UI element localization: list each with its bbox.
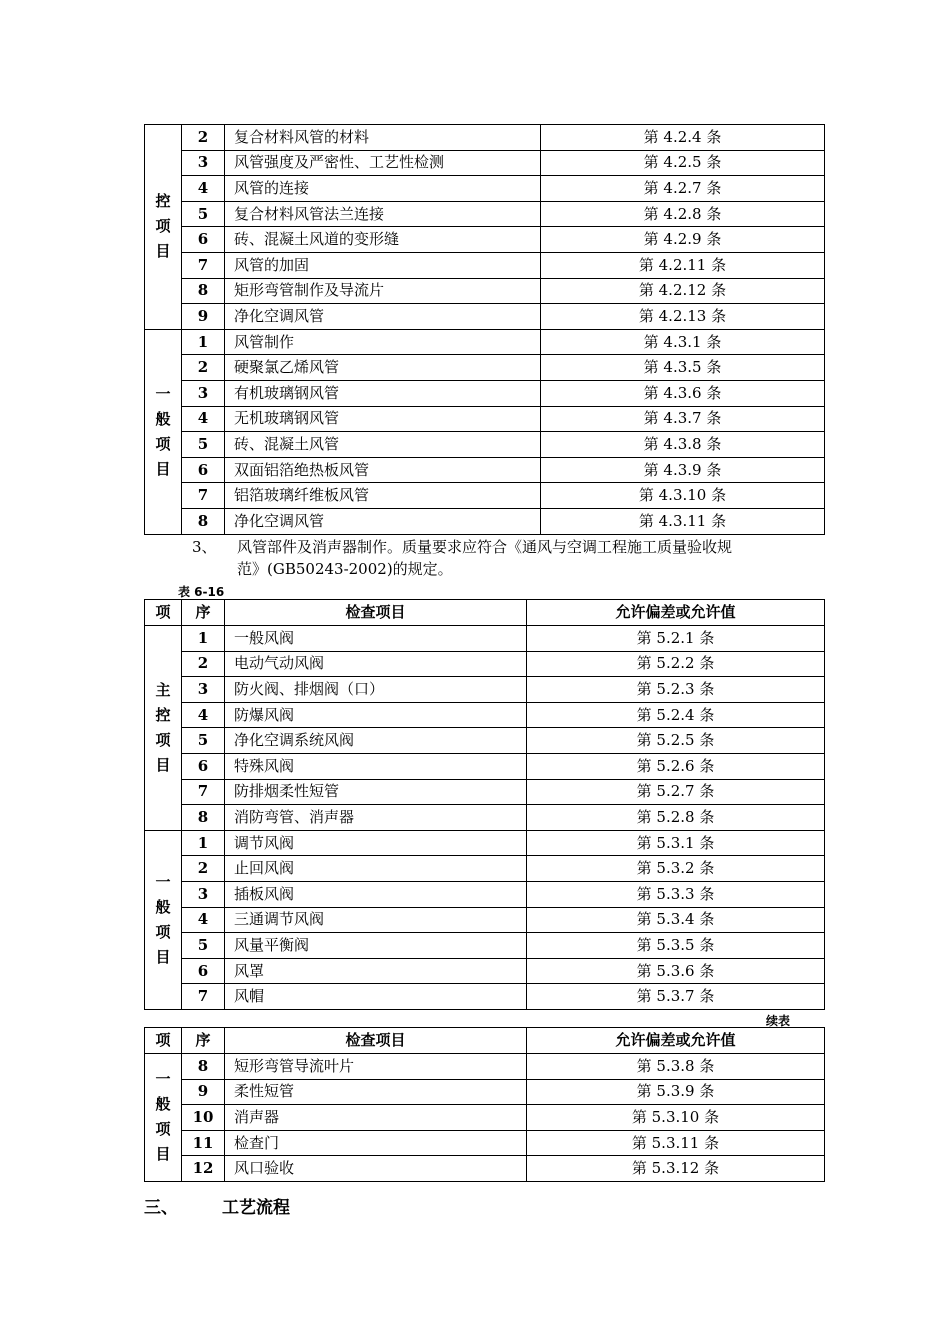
paragraph-line-1: 风管部件及消声器制作。质量要求应符合《通风与空调工程施工质量验收规 xyxy=(237,538,733,556)
continued-table-caption: 续表 xyxy=(766,1014,791,1028)
item-cell: 短形弯管导流叶片 xyxy=(225,1054,527,1080)
table-row xyxy=(145,907,825,933)
item-cell: 复合材料风管法兰连接 xyxy=(225,201,541,227)
ref-cell: 第 4.3.9 条 xyxy=(541,457,825,483)
table-row xyxy=(145,677,825,703)
seq-cell: 4 xyxy=(182,702,225,728)
duct-inspection-table xyxy=(144,124,825,535)
category-char: 控 xyxy=(155,705,171,724)
item-cell: 风管强度及严密性、工艺性检测 xyxy=(225,150,541,176)
category-cell xyxy=(145,125,182,330)
ref-cell: 第 5.3.4 条 xyxy=(527,907,825,933)
item-cell: 调节风阀 xyxy=(225,830,527,856)
item-cell: 消防弯管、消声器 xyxy=(225,805,527,831)
table-row xyxy=(145,201,825,227)
table-row xyxy=(145,651,825,677)
ref-cell: 第 4.2.11 条 xyxy=(541,252,825,278)
ref-cell: 第 5.2.8 条 xyxy=(527,805,825,831)
category-char: 目 xyxy=(155,755,171,774)
item-cell: 有机玻璃钢风管 xyxy=(225,380,541,406)
header-category: 项 xyxy=(145,600,182,626)
seq-cell: 8 xyxy=(182,278,225,304)
table-row xyxy=(145,1054,825,1080)
ref-cell: 第 4.2.13 条 xyxy=(541,304,825,330)
item-cell: 止回风阀 xyxy=(225,856,527,882)
category-char: 项 xyxy=(155,1120,171,1139)
t3-body xyxy=(145,1054,825,1182)
table-row xyxy=(145,125,825,151)
seq-cell: 2 xyxy=(182,856,225,882)
category-cell xyxy=(145,329,182,534)
ref-cell: 第 5.2.5 条 xyxy=(527,728,825,754)
ref-cell: 第 4.2.12 条 xyxy=(541,278,825,304)
seq-cell: 10 xyxy=(182,1105,225,1131)
table-row xyxy=(145,1105,825,1131)
header-category: 项 xyxy=(145,1028,182,1054)
seq-cell: 2 xyxy=(182,125,225,151)
seq-cell: 3 xyxy=(182,380,225,406)
ref-cell: 第 4.3.8 条 xyxy=(541,432,825,458)
table-row xyxy=(145,483,825,509)
item-cell: 风罩 xyxy=(225,958,527,984)
item-cell: 消声器 xyxy=(225,1105,527,1131)
seq-cell: 11 xyxy=(182,1130,225,1156)
item-cell: 电动气动风阀 xyxy=(225,651,527,677)
seq-cell: 6 xyxy=(182,753,225,779)
seq-cell: 1 xyxy=(182,830,225,856)
ref-cell: 第 5.2.7 条 xyxy=(527,779,825,805)
seq-cell: 2 xyxy=(182,651,225,677)
category-char: 目 xyxy=(155,459,171,478)
seq-cell: 7 xyxy=(182,252,225,278)
ref-cell: 第 5.3.12 条 xyxy=(527,1156,825,1182)
ref-cell: 第 4.2.9 条 xyxy=(541,227,825,253)
seq-cell: 6 xyxy=(182,457,225,483)
seq-cell: 8 xyxy=(182,805,225,831)
table-row xyxy=(145,457,825,483)
t2-body xyxy=(145,626,825,1010)
ref-cell: 第 4.3.6 条 xyxy=(541,380,825,406)
seq-cell: 9 xyxy=(182,1079,225,1105)
table-caption: 表 6-16 xyxy=(178,585,225,599)
item-cell: 双面铝箔绝热板风管 xyxy=(225,457,541,483)
ref-cell: 第 5.3.6 条 xyxy=(527,958,825,984)
table-row xyxy=(145,176,825,202)
item-cell: 风管制作 xyxy=(225,329,541,355)
category-char: 项 xyxy=(155,434,171,453)
table-row xyxy=(145,227,825,253)
category-char: 项 xyxy=(155,217,171,236)
seq-cell: 1 xyxy=(182,626,225,652)
table-row xyxy=(145,304,825,330)
section-heading xyxy=(144,1193,290,1218)
table-row xyxy=(145,508,825,534)
seq-cell: 6 xyxy=(182,227,225,253)
item-cell: 风帽 xyxy=(225,984,527,1010)
ref-cell: 第 4.3.5 条 xyxy=(541,355,825,381)
ref-cell: 第 5.2.6 条 xyxy=(527,753,825,779)
header-seq: 序 xyxy=(182,1028,225,1054)
ref-cell: 第 4.2.5 条 xyxy=(541,150,825,176)
ref-cell: 第 4.3.7 条 xyxy=(541,406,825,432)
item-cell: 净化空调系统风阀 xyxy=(225,728,527,754)
table-row xyxy=(145,252,825,278)
table-row xyxy=(145,278,825,304)
item-cell: 风管的连接 xyxy=(225,176,541,202)
category-char: 一 xyxy=(155,872,171,891)
item-cell: 净化空调风管 xyxy=(225,508,541,534)
ref-cell: 第 5.2.2 条 xyxy=(527,651,825,677)
ref-cell: 第 4.2.4 条 xyxy=(541,125,825,151)
component-inspection-table-continued xyxy=(144,1027,825,1182)
seq-cell: 7 xyxy=(182,984,225,1010)
seq-cell: 9 xyxy=(182,304,225,330)
section-title: 工艺流程 xyxy=(222,1198,290,1218)
header-ref: 允许偏差或允许值 xyxy=(527,1028,825,1054)
t3-header xyxy=(145,1028,825,1054)
seq-cell: 2 xyxy=(182,355,225,381)
category-cell xyxy=(145,830,182,1009)
seq-cell: 1 xyxy=(182,329,225,355)
seq-cell: 7 xyxy=(182,779,225,805)
item-cell: 一般风阀 xyxy=(225,626,527,652)
item-cell: 砖、混凝土风道的变形缝 xyxy=(225,227,541,253)
table-row xyxy=(145,830,825,856)
header-item: 检查项目 xyxy=(225,1028,527,1054)
table-row xyxy=(145,380,825,406)
category-char: 目 xyxy=(155,947,171,966)
seq-cell: 5 xyxy=(182,728,225,754)
seq-cell: 4 xyxy=(182,406,225,432)
table-row xyxy=(145,702,825,728)
ref-cell: 第 5.3.9 条 xyxy=(527,1079,825,1105)
ref-cell: 第 5.2.3 条 xyxy=(527,677,825,703)
ref-cell: 第 5.2.1 条 xyxy=(527,626,825,652)
seq-cell: 5 xyxy=(182,201,225,227)
seq-cell: 3 xyxy=(182,677,225,703)
item-cell: 净化空调风管 xyxy=(225,304,541,330)
table-row xyxy=(145,881,825,907)
ref-cell: 第 5.3.8 条 xyxy=(527,1054,825,1080)
item-cell: 铝箔玻璃纤维板风管 xyxy=(225,483,541,509)
seq-cell: 8 xyxy=(182,1054,225,1080)
ref-cell: 第 5.3.7 条 xyxy=(527,984,825,1010)
seq-cell: 6 xyxy=(182,958,225,984)
item-cell: 风量平衡阀 xyxy=(225,933,527,959)
ref-cell: 第 4.2.7 条 xyxy=(541,176,825,202)
item-cell: 复合材料风管的材料 xyxy=(225,125,541,151)
category-char: 目 xyxy=(155,242,171,261)
item-cell: 三通调节风阀 xyxy=(225,907,527,933)
table-row xyxy=(145,406,825,432)
category-cell xyxy=(145,626,182,831)
seq-cell: 7 xyxy=(182,483,225,509)
paragraph-number: 3、 xyxy=(192,538,217,556)
category-char: 目 xyxy=(155,1145,171,1164)
seq-cell: 4 xyxy=(182,907,225,933)
seq-cell: 4 xyxy=(182,176,225,202)
ref-cell: 第 4.3.11 条 xyxy=(541,508,825,534)
item-cell: 无机玻璃钢风管 xyxy=(225,406,541,432)
paragraph-3 xyxy=(192,536,812,580)
item-cell: 防爆风阀 xyxy=(225,702,527,728)
category-char: 项 xyxy=(155,730,171,749)
seq-cell: 5 xyxy=(182,432,225,458)
category-char: 主 xyxy=(155,680,171,699)
table-row xyxy=(145,150,825,176)
category-char: 般 xyxy=(155,897,171,916)
table-row xyxy=(145,626,825,652)
category-char: 般 xyxy=(155,409,171,428)
category-cell xyxy=(145,1054,182,1182)
item-cell: 特殊风阀 xyxy=(225,753,527,779)
item-cell: 砖、混凝土风管 xyxy=(225,432,541,458)
category-char: 一 xyxy=(155,1070,171,1089)
ref-cell: 第 5.3.3 条 xyxy=(527,881,825,907)
table-row xyxy=(145,329,825,355)
paragraph-line-2: 范》(GB50243-2002)的规定。 xyxy=(237,560,453,578)
ref-cell: 第 4.3.10 条 xyxy=(541,483,825,509)
header-item: 检查项目 xyxy=(225,600,527,626)
item-cell: 防排烟柔性短管 xyxy=(225,779,527,805)
header-ref: 允许偏差或允许值 xyxy=(527,600,825,626)
category-char: 一 xyxy=(155,384,171,403)
ref-cell: 第 4.2.8 条 xyxy=(541,201,825,227)
ref-cell: 第 5.3.11 条 xyxy=(527,1130,825,1156)
header-row xyxy=(145,600,825,626)
table-row xyxy=(145,1130,825,1156)
table-row xyxy=(145,355,825,381)
table-row xyxy=(145,753,825,779)
table-row xyxy=(145,1156,825,1182)
section-number: 三、 xyxy=(144,1198,178,1218)
category-char: 控 xyxy=(155,192,171,211)
item-cell: 柔性短管 xyxy=(225,1079,527,1105)
table-row xyxy=(145,805,825,831)
t1-body xyxy=(145,125,825,535)
ref-cell: 第 5.3.1 条 xyxy=(527,830,825,856)
table-row xyxy=(145,984,825,1010)
ref-cell: 第 5.2.4 条 xyxy=(527,702,825,728)
item-cell: 插板风阀 xyxy=(225,881,527,907)
ref-cell: 第 5.3.5 条 xyxy=(527,933,825,959)
seq-cell: 3 xyxy=(182,881,225,907)
ref-cell: 第 5.3.2 条 xyxy=(527,856,825,882)
seq-cell: 5 xyxy=(182,933,225,959)
table-row xyxy=(145,933,825,959)
item-cell: 防火阀、排烟阀（口） xyxy=(225,677,527,703)
seq-cell: 8 xyxy=(182,508,225,534)
item-cell: 风口验收 xyxy=(225,1156,527,1182)
item-cell: 矩形弯管制作及导流片 xyxy=(225,278,541,304)
component-inspection-table xyxy=(144,599,825,1010)
table-row xyxy=(145,856,825,882)
category-char: 项 xyxy=(155,922,171,941)
seq-cell: 12 xyxy=(182,1156,225,1182)
item-cell: 硬聚氯乙烯风管 xyxy=(225,355,541,381)
table-row xyxy=(145,779,825,805)
table-row xyxy=(145,958,825,984)
category-char: 般 xyxy=(155,1095,171,1114)
item-cell: 检查门 xyxy=(225,1130,527,1156)
t2-header xyxy=(145,600,825,626)
table-row xyxy=(145,1079,825,1105)
header-row xyxy=(145,1028,825,1054)
seq-cell: 3 xyxy=(182,150,225,176)
ref-cell: 第 4.3.1 条 xyxy=(541,329,825,355)
header-seq: 序 xyxy=(182,600,225,626)
ref-cell: 第 5.3.10 条 xyxy=(527,1105,825,1131)
table-row xyxy=(145,432,825,458)
table-row xyxy=(145,728,825,754)
item-cell: 风管的加固 xyxy=(225,252,541,278)
